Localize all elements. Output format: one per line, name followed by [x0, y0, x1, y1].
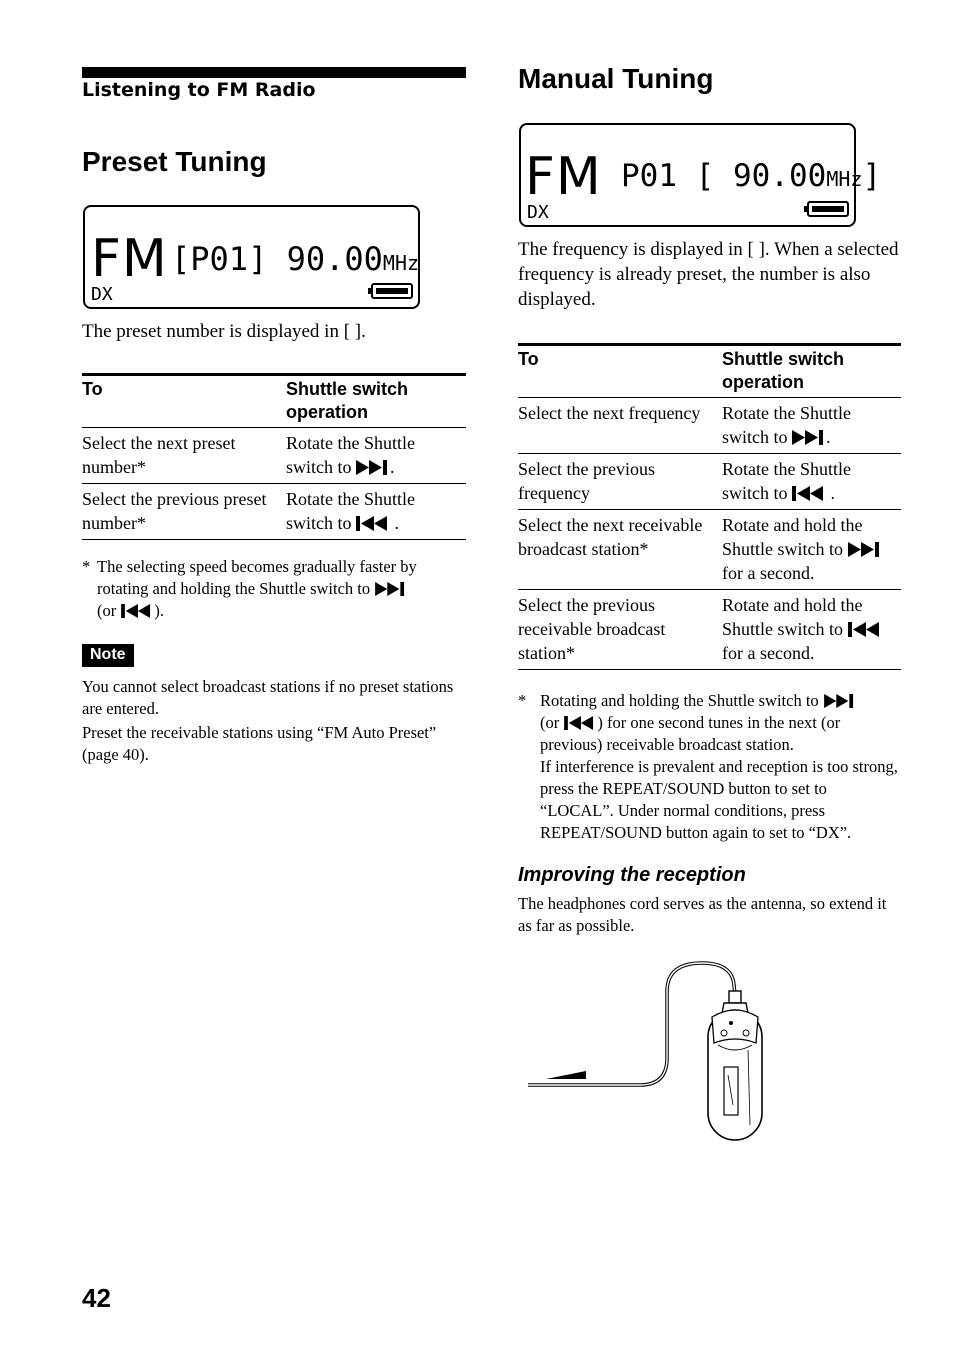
skip-back-icon	[563, 716, 597, 730]
table-row	[518, 398, 901, 454]
row-operation: Rotate the Shuttle switch to .	[722, 454, 901, 510]
skip-back-icon	[848, 622, 882, 637]
col-to: To	[518, 345, 722, 398]
row-operation: Rotate the Shuttle switch to .	[286, 484, 466, 540]
col-operation: Shuttle switch operation	[722, 345, 901, 398]
direction-arrow-icon	[546, 1071, 586, 1079]
section-label: Listening to FM Radio	[82, 79, 316, 101]
skip-forward-icon	[374, 582, 408, 596]
row-to: Select the next frequency	[518, 398, 722, 454]
player-antenna-illustration	[520, 955, 780, 1145]
table-header	[518, 345, 901, 398]
preset-tuning-title: Preset Tuning	[82, 146, 267, 177]
preset-operation-table	[82, 373, 466, 540]
manual-operation-table	[518, 343, 901, 670]
row-to: Select the previous frequency	[518, 454, 722, 510]
row-to: Select the next receivable broadcast station*	[518, 510, 722, 590]
preset-lcd-display	[83, 205, 420, 309]
manual-footnote: * Rotating and holding the Shuttle switch to (or ) for one second tunes in the next (or previous) receivable broadcast station. If interference is prevalent and reception is too strong, press the REPEAT/SOUND button to set to “LOCAL”. Under normal conditions, press REPEAT/SOUND button again to set to “DX”.	[518, 691, 898, 842]
improving-reception-text: The headphones cord serves as the antenna, so extend it as far as possible.	[518, 894, 887, 935]
lcd-band: FM	[91, 229, 168, 289]
skip-forward-icon	[848, 542, 882, 557]
lcd-band: FM	[525, 147, 602, 207]
table-header	[82, 375, 466, 428]
row-to: Select the next preset number*	[82, 428, 286, 484]
lcd-frequency: [P01] 90.00MHz	[171, 240, 420, 278]
note-text	[82, 676, 466, 766]
battery-icon	[371, 283, 413, 299]
skip-back-icon	[356, 516, 390, 531]
page-number: 42	[82, 1283, 111, 1313]
row-operation: Rotate and hold the Shuttle switch to for a second.	[722, 590, 901, 670]
lcd-mode: DX	[91, 284, 113, 305]
table-row	[518, 510, 901, 590]
skip-forward-icon	[823, 694, 857, 708]
note-line: You cannot select broadcast stations if no preset stations are entered.	[82, 677, 454, 718]
skip-forward-icon	[792, 430, 826, 445]
table-row	[82, 484, 466, 540]
col-to: To	[82, 375, 286, 428]
table-row	[518, 454, 901, 510]
row-to: Select the previous preset number*	[82, 484, 286, 540]
manual-tuning-title: Manual Tuning	[518, 63, 714, 94]
table-row	[518, 590, 901, 670]
skip-forward-icon	[356, 460, 390, 475]
row-operation: Rotate the Shuttle switch to .	[722, 398, 901, 454]
table-row	[82, 428, 466, 484]
improving-reception-heading: Improving the reception	[518, 864, 746, 886]
lcd-frequency: P01 [ 90.00MHz]	[621, 158, 882, 194]
preset-description: The preset number is displayed in [ ].	[82, 321, 366, 342]
note-badge: Note	[82, 644, 134, 667]
preset-footnote: * The selecting speed becomes gradually faster by rotating and holding the Shuttle switch to (or ).	[82, 557, 417, 620]
col-operation: Shuttle switch operation	[286, 375, 466, 428]
row-operation: Rotate the Shuttle switch to .	[286, 428, 466, 484]
header-rule	[82, 67, 466, 78]
skip-back-icon	[120, 604, 154, 618]
lcd-mode: DX	[527, 202, 549, 223]
manual-description: The frequency is displayed in [ ]. When a selected frequency is already preset, the number is also displayed.	[518, 239, 899, 310]
battery-icon	[807, 201, 849, 217]
manual-lcd-display	[519, 123, 882, 227]
skip-back-icon	[792, 486, 826, 501]
row-operation: Rotate and hold the Shuttle switch to for a second.	[722, 510, 901, 590]
row-to: Select the previous receivable broadcast station*	[518, 590, 722, 670]
note-line: Preset the receivable stations using “FM Auto Preset” (page 40).	[82, 723, 437, 764]
